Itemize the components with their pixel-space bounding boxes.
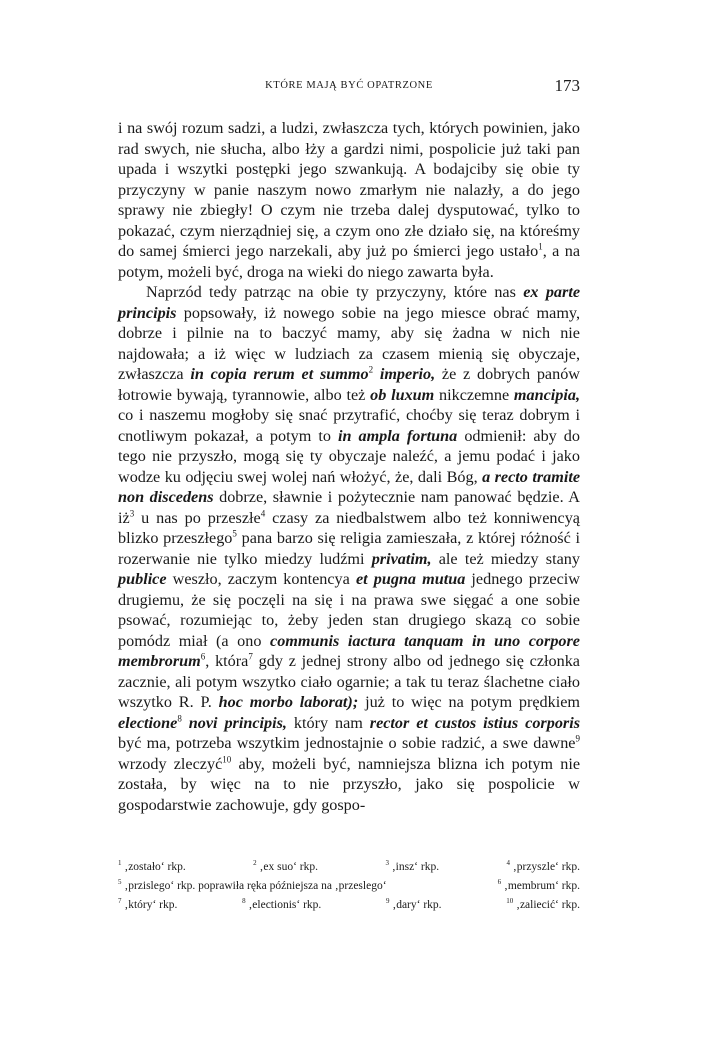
footnote-ref: 4 (260, 508, 266, 519)
footnote-text: ‚ex suo‘ rkp. (256, 861, 318, 873)
latin-phrase: ob luxum (370, 385, 435, 404)
paragraph-2 (118, 282, 580, 815)
footnote-text: ‚zostało‘ rkp. (121, 861, 186, 873)
footnote (386, 896, 442, 915)
footnote-ref-1: 1 (538, 241, 543, 252)
paragraph-2-text: który nam (286, 713, 370, 732)
footnote (118, 877, 387, 896)
footnote (118, 896, 177, 915)
running-head (118, 76, 580, 98)
paragraph-2-text: co i naszemu mogłoby się snać przytrafić, choćby się teraz dobrym i cnotliwym pokazał, a potym to (118, 406, 580, 445)
footnote-number: 4 (506, 859, 511, 868)
paragraph-2-text: być ma, potrzeba wszytkim jednostajnie o sobie radzić, a swe dawne (118, 734, 576, 752)
paragraph-2-text: pana barzo się religia zamieszała, z której różność i rozerwanie nie tylko miedzy ludźmi (118, 529, 580, 568)
paragraph-2-text: popsowały, iż nowego sobie na jego miesce obrać mamy, dobrze i pilnie na to baczyć mamy, aby się żadna w nich nie najdowała; a iż więc w ludziach za czasem mienią się obyczaje, zwłaszcza (118, 303, 580, 383)
latin-phrase: hoc morbo laborat); (218, 693, 359, 711)
paragraph-1 (118, 118, 580, 282)
footnote (385, 858, 439, 877)
paragraph-2-text: czasy za niedbalstwem albo też konniwencyą blizko przeszłego (118, 508, 580, 547)
footnote-text: ‚zaliecić‘ rkp. (513, 899, 580, 911)
paragraph-2-text: jednego przeciw drugiemu, że się poczęli na się i na prawa swe sięgać a one sobie psować, rozumiejąc to, żeby jeden stan drugiego skazą co sobie pomódz miał (a ono (118, 570, 580, 650)
footnote-row (118, 896, 580, 915)
footnote-text: ‚electionis‘ rkp. (245, 899, 322, 911)
paragraph-2-text: wrzody zleczyć (118, 754, 223, 773)
footnote-text: ‚przyszle‘ rkp. (510, 861, 580, 873)
footnote-text: ‚insz‘ rkp. (388, 861, 440, 873)
paragraph-2-text: już to więc na potym prędkiem (358, 693, 581, 711)
footnote-text: ‚membrum‘ rkp. (501, 880, 580, 892)
footnote-ref: 8 (177, 713, 182, 724)
footnote-number: 9 (385, 897, 390, 906)
paragraph-2-text: odmienił: aby do tego nie przyszło, mogą się ty obyczaje naleźć, a jemu podać i jako wodze ku odjęciu swej wolej nań włożyć, że, dali Bóg, (118, 426, 580, 486)
footnote (242, 896, 321, 915)
page-number: 173 (554, 76, 580, 95)
footnote-number: 7 (118, 897, 122, 906)
latin-phrase: communis iactura tanquam in uno corpore membrorum (118, 631, 580, 670)
paragraph-2-text: że z dobrych panów łotrowie bywają, tyrannowie, albo też (118, 365, 580, 404)
latin-phrase: et pugna mutua (355, 570, 466, 588)
footnote-text: ‚który‘ rkp. (121, 899, 178, 911)
footnote-row (118, 858, 580, 877)
footnote-row (118, 877, 580, 896)
footnote-ref: 2 (368, 364, 374, 375)
footnote-number: 5 (118, 878, 122, 887)
body-text (118, 118, 580, 815)
footnote-number: 6 (497, 878, 502, 887)
latin-phrase: in ampla fortuna (337, 426, 458, 445)
footnote (507, 858, 580, 877)
paragraph-2-text: u nas po przeszłe (134, 508, 261, 527)
latin-phrase: ex parte principis (118, 283, 581, 322)
paragraph-2-text: aby, możeli być, namniejsza blizna ich potym nie została, by więc na to nie przyszło, jako się pospolicie w gospodarstwie zachowuje, gdy gospo- (118, 754, 580, 814)
footnote (506, 896, 580, 915)
footnote-ref: 3 (129, 508, 135, 519)
paragraph-2-text: dobrze, sławnie i pożytecznie nam panować będzie. A iż (118, 488, 580, 527)
paragraph-2-text: gdy z jednej strony albo od jednego się członka zacznie, ali potym wszytko ciało ogarnie; a tak tu teraz ślachetne ciało wszytko R. P. (118, 652, 580, 711)
running-title: KTÓRE MAJĄ BYĆ OPATRZONE (265, 80, 433, 91)
latin-phrase: imperio, (373, 365, 436, 383)
latin-phrase: rector et custos istius corporis (369, 713, 581, 732)
latin-phrase: publice (118, 570, 167, 588)
footnote (118, 858, 186, 877)
footnote-number: 3 (385, 859, 389, 868)
latin-phrase: a recto tramite non discedens (118, 467, 581, 506)
footnote-number: 8 (242, 897, 246, 906)
paragraph-1-text-b: , a na potym, możeli być, droga na wieki do niego zawarta była. (118, 242, 581, 281)
paragraph-2-text: ale też miedzy stany (431, 549, 580, 568)
footnotes (118, 858, 580, 915)
latin-phrase: in copia rerum et summo (190, 365, 369, 383)
footnote-ref: 6 (200, 651, 206, 662)
paragraph-2-text: nikczemne (434, 385, 514, 404)
paragraph-2-text: weszło, zaczym kontencya (166, 570, 356, 588)
footnote-number: 1 (118, 859, 122, 868)
paragraph-1-text-a: i na swój rozum sadzi, a ludzi, zwłaszcza tych, których powinien, jako rad swych, nie słucha, albo łży a gardzi nimi, pospolicie już taki pan upada i wszytki postępki jego szwankują. A bodajciby się obie ty przyczyny w panie naszym nowo zmarłym nie nalazły, a do jego sprawy nie zbiegły! O czym nie trzeba dalej dysputować, tylko to pokazać, czym nierządniej się, a czym ono złe działo się, na któreśmy do samej śmierci jego narzekali, aby już po śmierci jego ustało (118, 119, 580, 260)
footnote-text: ‚dary‘ rkp. (389, 899, 442, 911)
paragraph-2-text: Naprzód tedy patrząc na obie ty przyczyny, które nas (146, 283, 524, 301)
latin-phrase: electione (118, 713, 178, 732)
latin-phrase: novi principis, (181, 713, 287, 732)
footnote-ref: 10 (222, 754, 232, 765)
footnote-ref: 9 (575, 733, 580, 744)
footnote (253, 858, 318, 877)
footnote-number: 10 (506, 897, 514, 906)
footnote-text: ‚przislego‘ rkp. poprawiła ręka późniejsza na ‚przeslego‘ (121, 880, 387, 892)
footnote-ref: 5 (232, 528, 237, 539)
paragraph-2-text: , która (205, 652, 249, 670)
footnote-ref: 7 (248, 651, 253, 662)
footnote-number: 2 (253, 859, 257, 868)
latin-phrase: mancipia, (513, 385, 580, 404)
latin-phrase: privatim, (371, 549, 432, 568)
footnote (498, 877, 580, 896)
